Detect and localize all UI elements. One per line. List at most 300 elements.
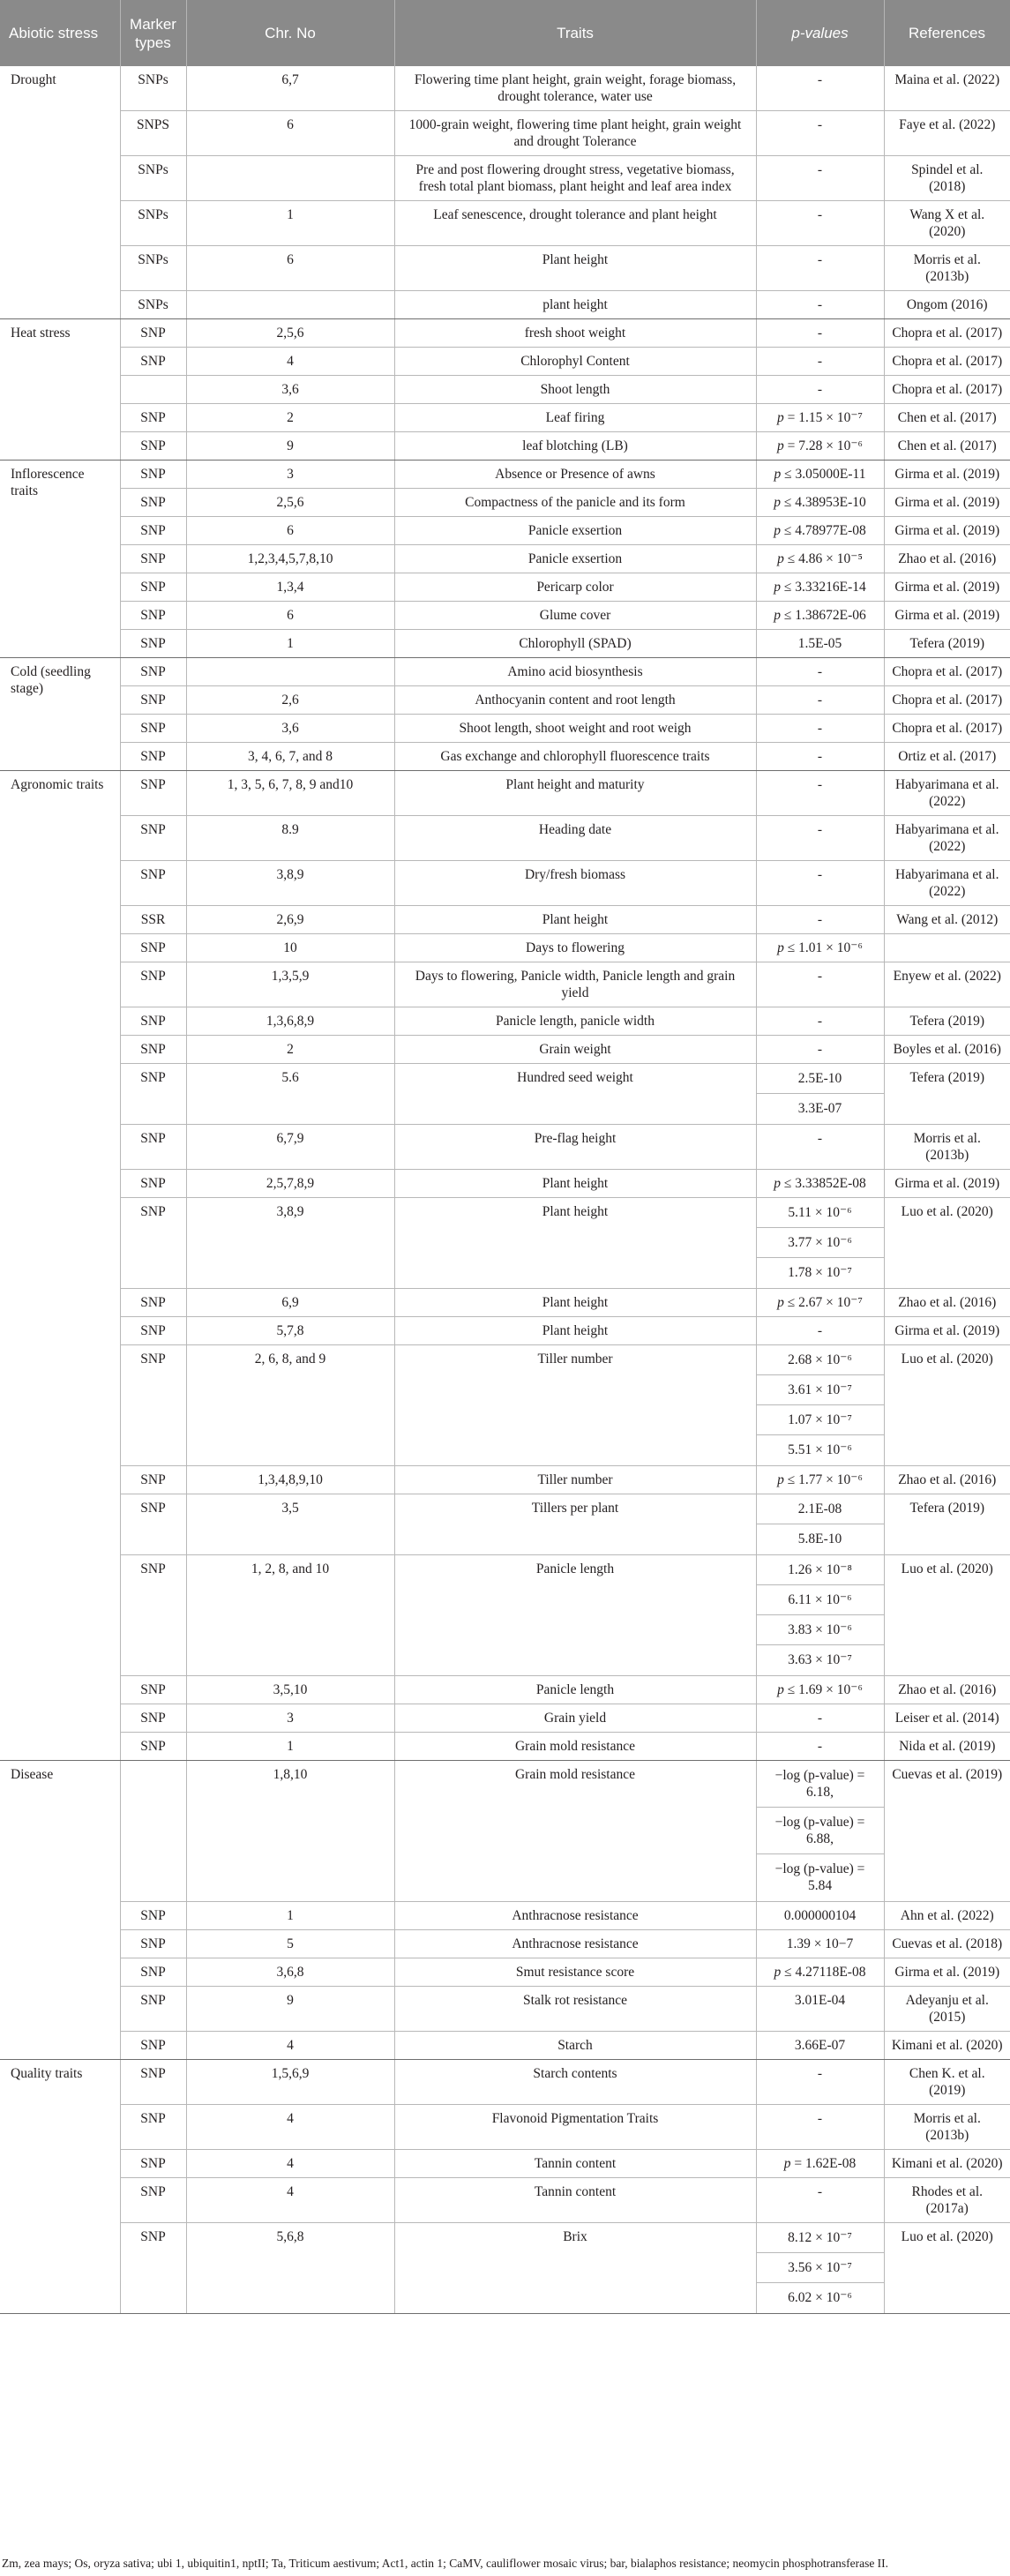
table-row [0,1036,1010,1064]
table-footnote: Zm, zea mays; Os, oryza sativa; ubi 1, ubiquitin1, nptII; Ta, Triticum aestivum; Act1, actin 1; CaMV, cauliflower mosaic virus; bar, bialaphos resistance; neomycin phosphotransferase II. [2,2557,889,2570]
p-value-cell [756,489,884,517]
p-value-text: p ≤ 2.67 × 10⁻⁷ [777,1295,863,1310]
trait-cell: plant height [394,291,756,319]
chromosome-cell: 9 [186,1987,394,2032]
p-value-text: 1.78 × 10⁻⁷ [788,1265,852,1280]
marker-type-cell: SNP [120,1125,186,1170]
trait-cell: Smut resistance score [394,1958,756,1987]
trait-cell: Plant height [394,1289,756,1317]
chromosome-cell: 10 [186,934,394,962]
reference-cell: Ortiz et al. (2017) [884,743,1010,771]
table-body [0,66,1010,2314]
table-row [0,2105,1010,2150]
p-value-text: p = 7.28 × 10⁻⁶ [777,438,863,453]
marker-type-cell: SNPS [120,111,186,156]
trait-cell: Flowering time plant height, grain weight, forage biomass, drought tolerance, water use [394,66,756,111]
p-value-text: - [817,867,823,882]
p-value-cell [756,111,884,156]
table-row [0,1555,1010,1676]
chromosome-cell: 3, 4, 6, 7, and 8 [186,743,394,771]
p-value-text: −log (p-value) = 6.18, [757,1766,884,1808]
trait-cell: Grain yield [394,1704,756,1733]
trait-cell: 1000-grain weight, flowering time plant height, grain weight and drought Tolerance [394,111,756,156]
p-value-cell [756,630,884,658]
marker-type-cell: SNP [120,743,186,771]
table-row [0,201,1010,246]
table-row [0,1317,1010,1345]
p-value-cell [756,934,884,962]
p-value-text: - [817,1323,823,1338]
reference-cell: Adeyanju et al. (2015) [884,1987,1010,2032]
table-row [0,291,1010,319]
marker-type-cell: SNP [120,686,186,715]
stress-category-cell: Agronomic traits [0,771,120,1761]
p-value-cell [756,1902,884,1930]
p-value-text: 1.5E-05 [797,636,842,651]
trait-cell: Pre and post flowering drought stress, vegetative biomass, fresh total plant biomass, plant height and leaf area index [394,156,756,201]
table-row [0,1289,1010,1317]
table-row [0,376,1010,404]
reference-cell: Wang et al. (2012) [884,906,1010,934]
stress-category-cell: Disease [0,1761,120,2060]
marker-type-cell: SNP [120,348,186,376]
chromosome-cell: 3 [186,1704,394,1733]
reference-cell: Nida et al. (2019) [884,1733,1010,1761]
marker-type-cell: SNP [120,2178,186,2223]
p-value-cell [756,2032,884,2060]
reference-cell: Enyew et al. (2022) [884,962,1010,1007]
marker-type-cell: SNP [120,2032,186,2060]
p-value-text: - [817,2111,823,2126]
chromosome-cell: 4 [186,2032,394,2060]
trait-cell: Tiller number [394,1345,756,1466]
trait-cell: leaf blotching (LB) [394,432,756,461]
chromosome-cell: 2 [186,1036,394,1064]
stress-category-cell: Heat stress [0,319,120,461]
reference-cell: Spindel et al. (2018) [884,156,1010,201]
p-value-text: 6.11 × 10⁻⁶ [757,1585,884,1615]
p-value-text: - [817,1014,823,1029]
marker-type-cell: SNP [120,1345,186,1466]
marker-type-cell: SNP [120,715,186,743]
p-value-cell [756,962,884,1007]
p-value-cell [756,1733,884,1761]
marker-type-cell: SNP [120,404,186,432]
reference-cell: Morris et al. (2013b) [884,2105,1010,2150]
reference-cell: Girma et al. (2019) [884,517,1010,545]
marker-type-cell: SNP [120,1676,186,1704]
p-value-cell [756,1987,884,2032]
p-value-text: p = 1.15 × 10⁻⁷ [777,410,863,425]
marker-type-cell: SNP [120,432,186,461]
marker-type-cell: SNP [120,1170,186,1198]
table-row [0,715,1010,743]
marker-type-cell: SNPs [120,246,186,291]
p-value-text: - [817,297,823,312]
reference-cell: Chen et al. (2017) [884,432,1010,461]
marker-type-cell [120,376,186,404]
marker-type-cell: SNP [120,934,186,962]
p-value-cell [756,1958,884,1987]
p-value-cell [756,1036,884,1064]
p-value-text: - [817,749,823,764]
reference-cell: Habyarimana et al. (2022) [884,771,1010,816]
marker-type-cell: SNP [120,1064,186,1125]
p-value-text: - [817,207,823,222]
header-chr-no: Chr. No [186,0,394,66]
trait-cell: Grain weight [394,1036,756,1064]
trait-cell: Glume cover [394,602,756,630]
reference-cell: Girma et al. (2019) [884,461,1010,489]
p-value-text: 1.07 × 10⁻⁷ [757,1405,884,1435]
reference-cell: Kimani et al. (2020) [884,2150,1010,2178]
table-row [0,816,1010,861]
trait-cell: Anthocyanin content and root length [394,686,756,715]
table-row [0,404,1010,432]
trait-cell: Plant height [394,1170,756,1198]
reference-cell: Habyarimana et al. (2022) [884,816,1010,861]
p-value-text: p ≤ 4.86 × 10⁻⁵ [777,551,863,566]
p-value-text: 3.3E-07 [797,1101,842,1116]
chromosome-cell: 1, 3, 5, 6, 7, 8, 9 and10 [186,771,394,816]
marker-type-cell: SNP [120,658,186,686]
table-row [0,602,1010,630]
reference-cell: Habyarimana et al. (2022) [884,861,1010,906]
marker-type-cell: SNP [120,1930,186,1958]
p-value-text: p ≤ 1.38672E-06 [774,608,866,623]
reference-cell: Morris et al. (2013b) [884,246,1010,291]
reference-cell: Zhao et al. (2016) [884,1676,1010,1704]
chromosome-cell: 6 [186,517,394,545]
p-value-cell [756,1466,884,1494]
marker-type-cell: SNP [120,816,186,861]
table-row [0,2032,1010,2060]
header-row [0,0,1010,66]
header-p-values [756,0,884,66]
trait-cell: Panicle length [394,1676,756,1704]
trait-cell: Stalk rot resistance [394,1987,756,2032]
reference-cell: Ongom (2016) [884,291,1010,319]
chromosome-cell: 1 [186,1902,394,1930]
reference-cell: Girma et al. (2019) [884,1317,1010,1345]
chromosome-cell: 1,3,6,8,9 [186,1007,394,1036]
chromosome-cell: 1, 2, 8, and 10 [186,1555,394,1676]
trait-cell: Panicle length [394,1555,756,1676]
p-value-cell [756,517,884,545]
p-value-text: p ≤ 3.33852E-08 [774,1176,866,1191]
p-value-text: - [817,117,823,132]
trait-cell: Shoot length [394,376,756,404]
header-traits: Traits [394,0,756,66]
trait-cell: Tillers per plant [394,1494,756,1555]
chromosome-cell: 3,8,9 [186,1198,394,1289]
table-row [0,2223,1010,2314]
table-row [0,771,1010,816]
reference-cell: Rhodes et al. (2017a) [884,2178,1010,2223]
trait-cell: Days to flowering, Panicle width, Panicle length and grain yield [394,962,756,1007]
p-value-text: 3.01E-04 [794,1993,846,2008]
reference-cell [884,934,1010,962]
trait-cell: Shoot length, shoot weight and root weigh [394,715,756,743]
p-value-cell [756,1170,884,1198]
reference-cell: Tefera (2019) [884,1007,1010,1036]
p-value-text: −log (p-value) = 6.88, [757,1808,884,1854]
table-row [0,545,1010,573]
marker-type-cell: SNP [120,1733,186,1761]
marker-type-cell: SNP [120,1555,186,1676]
p-value-text: 3.56 × 10⁻⁷ [757,2253,884,2283]
table-row [0,658,1010,686]
reference-cell: Tefera (2019) [884,630,1010,658]
reference-cell: Girma et al. (2019) [884,1170,1010,1198]
table-row [0,1345,1010,1466]
p-value-cell [756,66,884,111]
chromosome-cell: 8.9 [186,816,394,861]
trait-cell: Amino acid biosynthesis [394,658,756,686]
reference-cell: Ahn et al. (2022) [884,1902,1010,1930]
table-row [0,1761,1010,1902]
trait-cell: Leaf firing [394,404,756,432]
trait-cell: Panicle exsertion [394,545,756,573]
marker-type-cell: SNP [120,1289,186,1317]
table-row [0,461,1010,489]
marker-type-cell: SNP [120,319,186,348]
p-value-text: p ≤ 1.77 × 10⁻⁶ [777,1472,863,1487]
trait-cell: Chlorophyl Content [394,348,756,376]
table-row [0,2060,1010,2105]
p-value-text: - [817,664,823,679]
marker-type-cell: SNP [120,1198,186,1289]
chromosome-cell: 4 [186,348,394,376]
p-value-cell [756,545,884,573]
chromosome-cell: 5,7,8 [186,1317,394,1345]
reference-cell: Luo et al. (2020) [884,2223,1010,2314]
table-row [0,246,1010,291]
trait-cell: Heading date [394,816,756,861]
p-value-cell [756,1007,884,1036]
chromosome-cell: 2,5,6 [186,319,394,348]
p-value-text: - [817,2066,823,2081]
table-row [0,1494,1010,1555]
p-value-cell [756,201,884,246]
reference-cell: Luo et al. (2020) [884,1555,1010,1676]
table-row [0,686,1010,715]
reference-cell: Cuevas et al. (2018) [884,1930,1010,1958]
marker-type-cell: SNP [120,1317,186,1345]
chromosome-cell: 2, 6, 8, and 9 [186,1345,394,1466]
p-value-text: - [817,1131,823,1146]
table-row [0,630,1010,658]
reference-cell: Chopra et al. (2017) [884,348,1010,376]
p-value-text: - [817,1711,823,1726]
table-row [0,66,1010,111]
p-value-text: - [817,693,823,708]
p-value-text: 6.02 × 10⁻⁶ [788,2290,852,2305]
p-value-cell [756,156,884,201]
p-value-text: 3.77 × 10⁻⁶ [757,1228,884,1258]
table-row [0,2178,1010,2223]
trait-cell: Plant height [394,246,756,291]
chromosome-cell: 1,5,6,9 [186,2060,394,2105]
trait-cell: Tannin content [394,2150,756,2178]
p-value-text: 2.1E-08 [757,1500,884,1524]
stress-category-cell: Quality traits [0,2060,120,2314]
marker-type-cell: SNP [120,962,186,1007]
trait-cell: Plant height and maturity [394,771,756,816]
reference-cell: Chen et al. (2017) [884,404,1010,432]
table-row [0,1198,1010,1289]
table-row [0,1466,1010,1494]
p-value-cell [756,743,884,771]
chromosome-cell: 4 [186,2178,394,2223]
p-value-text: 2.68 × 10⁻⁶ [757,1351,884,1375]
p-value-text: - [817,2184,823,2199]
p-value-text: 5.51 × 10⁻⁶ [788,1442,852,1457]
p-value-cell [756,404,884,432]
header-references: References [884,0,1010,66]
chromosome-cell: 6,7 [186,66,394,111]
chromosome-cell: 2 [186,404,394,432]
reference-cell: Luo et al. (2020) [884,1198,1010,1289]
p-value-text: p ≤ 1.69 × 10⁻⁶ [777,1682,863,1697]
p-value-cell [756,1555,884,1676]
p-value-cell [756,461,884,489]
p-value-cell [756,1125,884,1170]
p-value-text: 3.83 × 10⁻⁶ [757,1615,884,1645]
trait-cell: Grain mold resistance [394,1733,756,1761]
chromosome-cell: 3,6,8 [186,1958,394,1987]
chromosome-cell: 6,7,9 [186,1125,394,1170]
p-value-cell [756,1345,884,1466]
p-value-cell [756,906,884,934]
marker-type-cell: SNP [120,771,186,816]
table-row [0,962,1010,1007]
p-value-text: - [817,354,823,369]
marker-type-cell: SNP [120,1987,186,2032]
p-value-cell [756,715,884,743]
chromosome-cell: 1,3,4,8,9,10 [186,1466,394,1494]
p-value-text: p ≤ 4.78977E-08 [774,523,866,538]
p-value-text: p ≤ 1.01 × 10⁻⁶ [777,940,863,955]
chromosome-cell: 1,3,5,9 [186,962,394,1007]
table-row [0,1733,1010,1761]
p-value-text: 3.61 × 10⁻⁷ [757,1375,884,1405]
marker-type-cell: SNP [120,461,186,489]
p-value-text: p ≤ 4.38953E-10 [774,495,866,510]
reference-cell: Chopra et al. (2017) [884,715,1010,743]
chromosome-cell: 1 [186,1733,394,1761]
chromosome-cell: 6,9 [186,1289,394,1317]
table-row [0,1958,1010,1987]
p-value-text: 2.5E-10 [757,1069,884,1094]
header-p-values-text: p-values [791,25,849,41]
reference-cell: Girma et al. (2019) [884,602,1010,630]
marker-type-cell: SNP [120,2060,186,2105]
reference-cell: Morris et al. (2013b) [884,1125,1010,1170]
trait-cell: Pre-flag height [394,1125,756,1170]
p-value-text: - [817,382,823,397]
chromosome-cell: 1 [186,201,394,246]
trait-cell: Flavonoid Pigmentation Traits [394,2105,756,2150]
trait-cell: Dry/fresh biomass [394,861,756,906]
p-value-cell [756,376,884,404]
marker-type-cell: SNP [120,2150,186,2178]
p-value-text: - [817,1739,823,1754]
chromosome-cell: 1,8,10 [186,1761,394,1902]
trait-cell: Panicle length, panicle width [394,1007,756,1036]
chromosome-cell: 6 [186,111,394,156]
chromosome-cell: 4 [186,2150,394,2178]
chromosome-cell [186,291,394,319]
chromosome-cell: 1 [186,630,394,658]
reference-cell: Maina et al. (2022) [884,66,1010,111]
p-value-text: 1.39 × 10−7 [786,1936,854,1951]
reference-cell: Tefera (2019) [884,1494,1010,1555]
header-marker-types: Marker types [120,0,186,66]
trait-cell: Panicle exsertion [394,517,756,545]
table-row [0,111,1010,156]
marker-type-cell: SNPs [120,66,186,111]
marker-type-cell: SNP [120,1902,186,1930]
header-abiotic-stress: Abiotic stress [0,0,120,66]
p-value-text: p = 1.62E-08 [783,2156,857,2171]
p-value-cell [756,2060,884,2105]
trait-cell: Plant height [394,1198,756,1289]
marker-type-cell: SNP [120,1494,186,1555]
p-value-text: - [817,777,823,792]
p-value-text: - [817,252,823,267]
reference-cell: Zhao et al. (2016) [884,545,1010,573]
p-value-text: p ≤ 3.05000E-11 [774,467,866,482]
reference-cell: Tefera (2019) [884,1064,1010,1125]
p-value-text: - [817,1042,823,1057]
p-value-text: p ≤ 4.27118E-08 [774,1965,866,1980]
chromosome-cell: 2,5,7,8,9 [186,1170,394,1198]
table-row [0,1007,1010,1036]
p-value-text: 3.66E-07 [794,2038,846,2053]
table-row [0,1064,1010,1125]
reference-cell: Luo et al. (2020) [884,1345,1010,1466]
table-row [0,1125,1010,1170]
chromosome-cell: 1,3,4 [186,573,394,602]
p-value-cell [756,816,884,861]
marker-type-cell: SNPs [120,156,186,201]
p-value-cell [756,1761,884,1902]
reference-cell: Zhao et al. (2016) [884,1289,1010,1317]
table-row [0,743,1010,771]
p-value-cell [756,1930,884,1958]
reference-cell: Boyles et al. (2016) [884,1036,1010,1064]
reference-cell: Zhao et al. (2016) [884,1466,1010,1494]
trait-cell: fresh shoot weight [394,319,756,348]
p-value-text: 0.000000104 [783,1908,857,1923]
reference-cell: Wang X et al. (2020) [884,201,1010,246]
stress-category-cell: Cold (seedling stage) [0,658,120,771]
p-value-cell [756,2223,884,2314]
p-value-text: 1.26 × 10⁻⁸ [757,1561,884,1585]
table-row [0,517,1010,545]
chromosome-cell: 2,5,6 [186,489,394,517]
chromosome-cell: 5.6 [186,1064,394,1125]
p-value-cell [756,1704,884,1733]
trait-cell: Absence or Presence of awns [394,461,756,489]
reference-cell: Leiser et al. (2014) [884,1704,1010,1733]
p-value-cell [756,2178,884,2223]
table-row [0,1930,1010,1958]
table-row [0,861,1010,906]
marker-type-cell: SNP [120,1958,186,1987]
p-value-cell [756,1494,884,1555]
